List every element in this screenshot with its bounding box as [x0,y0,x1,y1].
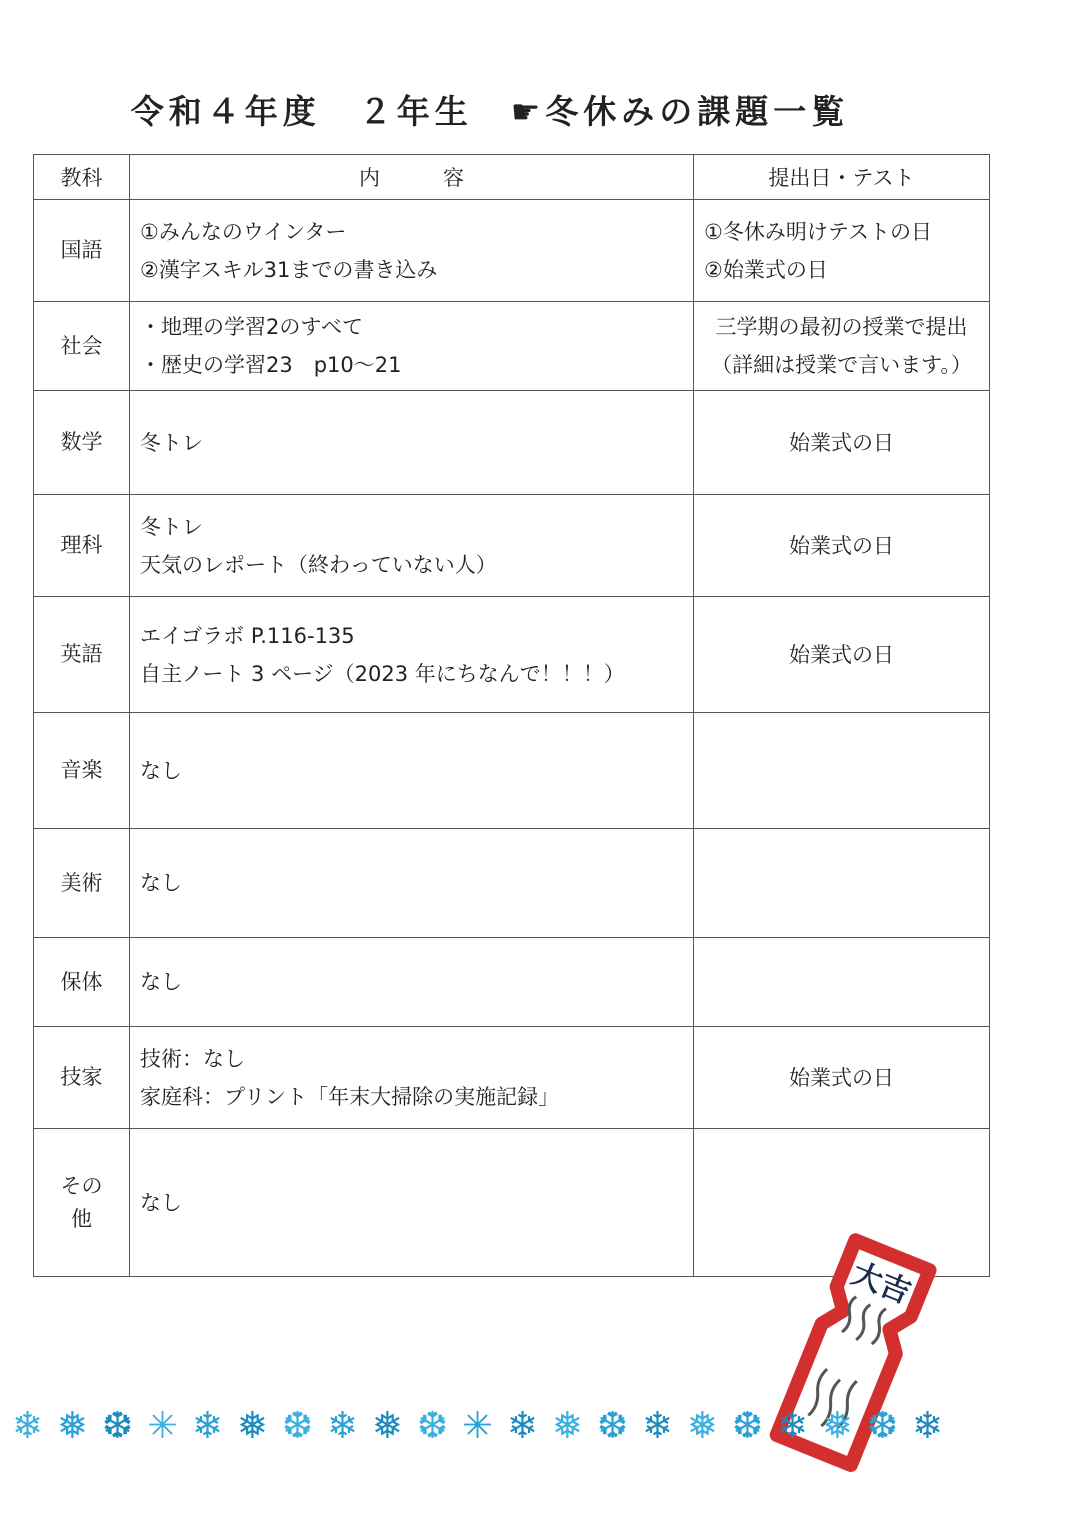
snowflake-icon: ❅ [821,1404,859,1447]
due-cell [694,713,990,829]
content-line: ②漢字スキル31までの書き込み [140,257,438,282]
snowflake-icon: ❅ [551,1404,589,1447]
due-cell [694,302,990,391]
snowflake-icon: ❄ [641,1404,679,1447]
content-cell [130,597,694,713]
content-line: なし [140,970,182,994]
content-line: なし [140,758,182,783]
table-row [34,1027,990,1129]
subject-cell: 保体 [34,938,130,1027]
table-row [34,302,990,391]
subject-other-label: その他 [60,1173,103,1231]
snowflake-icon: ❄ [11,1404,49,1447]
content-line: 冬トレ [140,514,203,539]
due-cell [694,495,990,597]
subject-cell [34,1129,130,1277]
snowflake-icon: ❄ [506,1404,544,1447]
due-line: （詳細は授業で言います。） [711,353,972,377]
subject-cell: 国語 [34,200,130,302]
due-line: 始業式の日 [789,430,894,455]
content-line: ・歴史の学習23 p10～21 [140,353,402,377]
content-cell [130,713,694,829]
snowflake-icon: ❆ [866,1404,904,1447]
snowflake-icon: ❄ [911,1404,949,1447]
header-subject: 教科 [34,155,130,200]
snowflake-icon: ❄ [326,1404,364,1447]
due-cell [694,597,990,713]
snowflake-icon: ❆ [281,1404,319,1447]
subject-cell: 美術 [34,829,130,938]
content-cell [130,302,694,391]
subject-cell: 英語 [34,597,130,713]
header-content: 内 容 [130,155,694,200]
content-line: 家庭科：プリント「年末大掃除の実施記録」 [140,1084,560,1109]
due-cell [694,391,990,495]
subject-cell: 技家 [34,1027,130,1129]
snowflake-icon: ✳ [461,1404,499,1447]
content-line: 天気のレポート（終わっていない人） [140,552,497,577]
due-line: 始業式の日 [789,533,894,558]
snowflake-icon: ❆ [596,1404,634,1447]
due-line: ②始業式の日 [704,257,828,282]
snowflake-icon: ❆ [416,1404,454,1447]
content-cell [130,495,694,597]
snowflake-icon: ❄ [776,1404,814,1447]
subject-cell: 音楽 [34,713,130,829]
due-cell [694,829,990,938]
snowflake-icon: ❅ [686,1404,724,1447]
due-line: ①冬休み明けテストの日 [704,219,932,244]
due-line: 三学期の最初の授業で提出 [715,315,968,339]
snowflake-icon: ❅ [371,1404,409,1447]
header-due: 提出日・テスト [694,155,990,200]
table-row [34,597,990,713]
table-row [34,829,990,938]
snowflake-icon: ❆ [731,1404,769,1447]
due-cell [694,938,990,1027]
content-cell [130,391,694,495]
content-line: エイゴラボ P.116-135 [140,623,355,648]
table-header-row [34,155,990,200]
subject-cell: 理科 [34,495,130,597]
content-line: なし [140,871,182,895]
content-line: 技術：なし [140,1046,245,1071]
due-cell [694,200,990,302]
content-cell [130,1129,694,1277]
content-line: 自主ノート 3 ページ（2023 年にちなんで！！！） [140,661,625,686]
content-cell [130,938,694,1027]
snowflake-icon: ❆ [101,1404,139,1447]
subject-cell: 社会 [34,302,130,391]
content-cell [130,1027,694,1129]
content-cell [130,829,694,938]
page-title: 令和４年度 ２年生 ☛冬休みの課題一覧 [130,92,850,131]
snowflake-icon: ❄ [191,1404,229,1447]
due-line: 始業式の日 [789,1065,894,1090]
due-cell [694,1027,990,1129]
table-row [34,495,990,597]
snowflake-icon: ❅ [236,1404,274,1447]
snowflake-icon: ✳ [146,1404,184,1447]
table-row [34,200,990,302]
content-line: 冬トレ [140,430,203,455]
subject-cell: 数学 [34,391,130,495]
table-row [34,391,990,495]
table-row [34,938,990,1027]
snowflake-border [8,1404,968,1447]
due-line: 始業式の日 [789,642,894,667]
homework-table [33,154,990,1277]
omikuji-text: 大吉 [846,1256,916,1312]
snowflake-icon: ❅ [56,1404,94,1447]
table-row [34,713,990,829]
content-line: ・地理の学習2のすべて [140,315,363,339]
content-cell [130,200,694,302]
content-line: なし [140,1190,182,1215]
content-line: ①みんなのウインター [140,219,347,244]
